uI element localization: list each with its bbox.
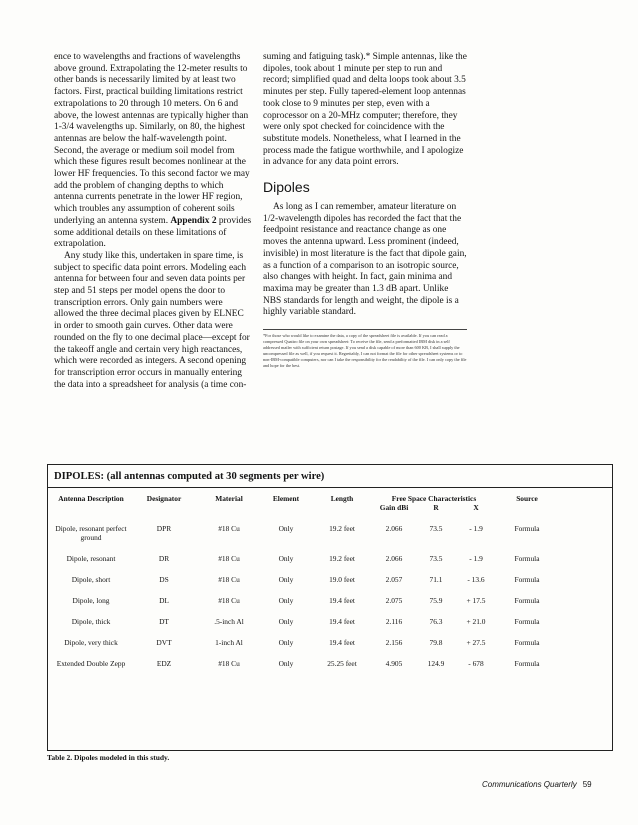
table-row (52, 626, 558, 647)
cell-length: 19.4 feet (329, 638, 355, 647)
cell-x: + 21.0 (466, 617, 486, 626)
cell-description: Dipole, long (72, 596, 110, 605)
cell-material: #18 Cu (218, 596, 240, 605)
cell-designator: DL (159, 596, 169, 605)
cell-length: 19.2 feet (329, 524, 355, 533)
cell-x: - 678 (468, 659, 484, 668)
cell-material: #18 Cu (218, 554, 240, 563)
cell-element: Only (278, 596, 294, 605)
cell-material: #18 Cu (218, 524, 240, 533)
cell-source: Formula (514, 596, 540, 605)
cell-designator: DT (159, 617, 169, 626)
cell-material: .5-inch Al (214, 617, 244, 626)
table-row (52, 584, 558, 605)
header-free-space: Free Space Characteristics (391, 494, 477, 503)
cell-length: 25.25 feet (327, 659, 357, 668)
header-material: Material (215, 494, 243, 503)
cell-x: - 1.9 (469, 524, 483, 533)
cell-r: 71.1 (429, 575, 443, 584)
cell-r: 73.5 (429, 554, 443, 563)
table-title: DIPOLES: (all antennas computed at 30 segments per wire) (48, 465, 612, 488)
cell-element: Only (278, 554, 294, 563)
cell-gain: 2.066 (385, 524, 403, 533)
cell-r: 75.9 (429, 596, 443, 605)
page-number: 59 (582, 780, 592, 789)
footnote: *For those who would like to examine the data, a copy of the spreadsheet file is available. If you can read a compressed Quattro file on your own spreadsheet: To receive the file, send a preformatted IBM disk in a self addressed mailer with sufficient return postage. If you send a disk capable of more than 600 KB, I shall supply the uncompressed file as well, if you request it. Regrettably, I can not format the file for other spreadsheet systems or to non-IBM-compatible computers, nor can I take the responsibility for the readability of the file. I can only copy the file and hope for the best. (263, 329, 467, 368)
cell-r: 73.5 (429, 524, 443, 533)
cell-source: Formula (514, 638, 540, 647)
cell-x: - 1.9 (469, 554, 483, 563)
paragraph: As long as I can remember, amateur literature on 1/2-wavelength dipoles has recorded the fact that the feedpoint resistance and reactance change as one moves the antenna upward. Less prominent (indeed, invisible) in most literature is the fact that dipole gain, as a function of a comparison to an isotropic source, also changes with height. In fact, gain minima and maxima may be greater than 1.3 dB apart. Unlike NBS standards for length and weight, the dipole is a highly variable standard. (263, 202, 467, 318)
table-row (52, 563, 558, 584)
paragraph: Any study like this, undertaken in spare time, is subject to specific data point errors. Modeling each antenna for between four and seven data points per step and 51 steps per model opens the door to transcription errors. Only gain numbers were allowed the three decimal places given by ELNEC in order to smooth gain curves. Other data were rounded on the fly to one decimal place—except for the takeoff angle and certain very high reactances, which were recorded as integers. A second opening for transcription error occurs in manually entering the data into a spreadsheet for analysis (a time con- (54, 250, 250, 390)
cell-r: 124.9 (427, 659, 445, 668)
cell-gain: 2.075 (385, 596, 403, 605)
cell-x: + 27.5 (466, 638, 486, 647)
cell-element: Only (278, 575, 294, 584)
dipoles-table-box (47, 464, 613, 751)
table-caption: Table 2. Dipoles modeled in this study. (47, 753, 170, 762)
cell-gain: 2.057 (385, 575, 403, 584)
section-heading: Dipoles (263, 179, 310, 196)
left-column (54, 52, 252, 391)
header-description: Antenna Description (58, 494, 124, 503)
cell-length: 19.4 feet (329, 596, 355, 605)
cell-length: 19.4 feet (329, 617, 355, 626)
cell-designator: DS (159, 575, 169, 584)
cell-x: - 13.6 (467, 575, 485, 584)
dipoles-table (52, 488, 558, 668)
cell-gain: 2.116 (385, 617, 403, 626)
header-r: R (433, 503, 439, 512)
paragraph-text: provides some additional details on these limitations of extrapolation. (54, 215, 252, 250)
cell-description: Extended Double Zepp (56, 659, 126, 668)
cell-source: Formula (514, 575, 540, 584)
table-row (52, 647, 558, 668)
cell-description: Dipole, thick (71, 617, 111, 626)
cell-gain: 2.066 (385, 554, 403, 563)
header-x: X (473, 503, 479, 512)
header-designator: Designator (146, 494, 182, 503)
cell-description: Dipole, short (71, 575, 111, 584)
cell-length: 19.0 feet (329, 575, 355, 584)
table-row (52, 542, 558, 563)
cell-source: Formula (514, 617, 540, 626)
header-length: Length (330, 494, 354, 503)
cell-source: Formula (514, 659, 540, 668)
cell-element: Only (278, 659, 294, 668)
cell-designator: EDZ (156, 659, 172, 668)
cell-r: 79.8 (429, 638, 443, 647)
table-row (52, 605, 558, 626)
page-footer (482, 780, 592, 789)
cell-material: #18 Cu (218, 575, 240, 584)
cell-designator: DVT (156, 638, 172, 647)
cell-element: Only (278, 617, 294, 626)
cell-r: 76.3 (429, 617, 443, 626)
cell-element: Only (278, 638, 294, 647)
header-source: Source (516, 494, 538, 503)
paragraph: suming and fatiguing task).* Simple antennas, like the dipoles, took about 1 minute per step to run and record; simplified quad and delta loops took about 3.5 minutes per step. Fully tapered-element loop antennas took close to 9 minutes per step, even with a coprocessor on a 20-MHz computer; therefore, they were only spot checked for coincidence with the substitute models. Nonetheless, what I learned in the process made the fatigue worthwhile, and I apologize in advance for any data point errors. (263, 52, 467, 168)
appendix-reference: Appendix 2 (170, 215, 217, 226)
cell-x: + 17.5 (466, 596, 486, 605)
cell-material: 1-inch Al (215, 638, 243, 647)
cell-designator: DPR (156, 524, 172, 533)
right-column (263, 52, 467, 369)
cell-source: Formula (514, 554, 540, 563)
cell-description: Dipole, resonant (66, 554, 116, 563)
cell-source: Formula (514, 524, 540, 533)
paragraph-text: ence to wavelengths and fractions of wavelengths above ground. Extrapolating the 12-meter results to other bands is necessarily limited by at least two factors. First, practical building limitations restrict extrapolations to 20 through 10 meters. On 6 and above, the lowest antennas are typically higher than 1-3/4 wavelengths up. Similarly, on 80, the highest antennas are below the half-wavelength point. Second, the average or medium soil model from which these figures result becomes nonlinear at the lower HF frequencies. To this second factor we may add the problem of changing depths to which antenna currents penetrate in the lower HF region, which troubles any assumption of coherent soils underlying an antenna system. (54, 52, 250, 226)
cell-description: Dipole, resonant perfect ground (55, 524, 127, 542)
cell-designator: DR (158, 554, 170, 563)
cell-description: Dipole, very thick (64, 638, 118, 647)
header-element: Element (272, 494, 300, 503)
journal-name: Communications Quarterly (482, 780, 577, 789)
cell-element: Only (278, 524, 294, 533)
cell-length: 19.2 feet (329, 554, 355, 563)
cell-material: #18 Cu (218, 659, 240, 668)
cell-gain: 4.905 (385, 659, 403, 668)
cell-gain: 2.156 (385, 638, 403, 647)
header-gain: Gain dBi (379, 503, 409, 512)
paragraph (54, 52, 252, 251)
table-row (52, 512, 558, 542)
